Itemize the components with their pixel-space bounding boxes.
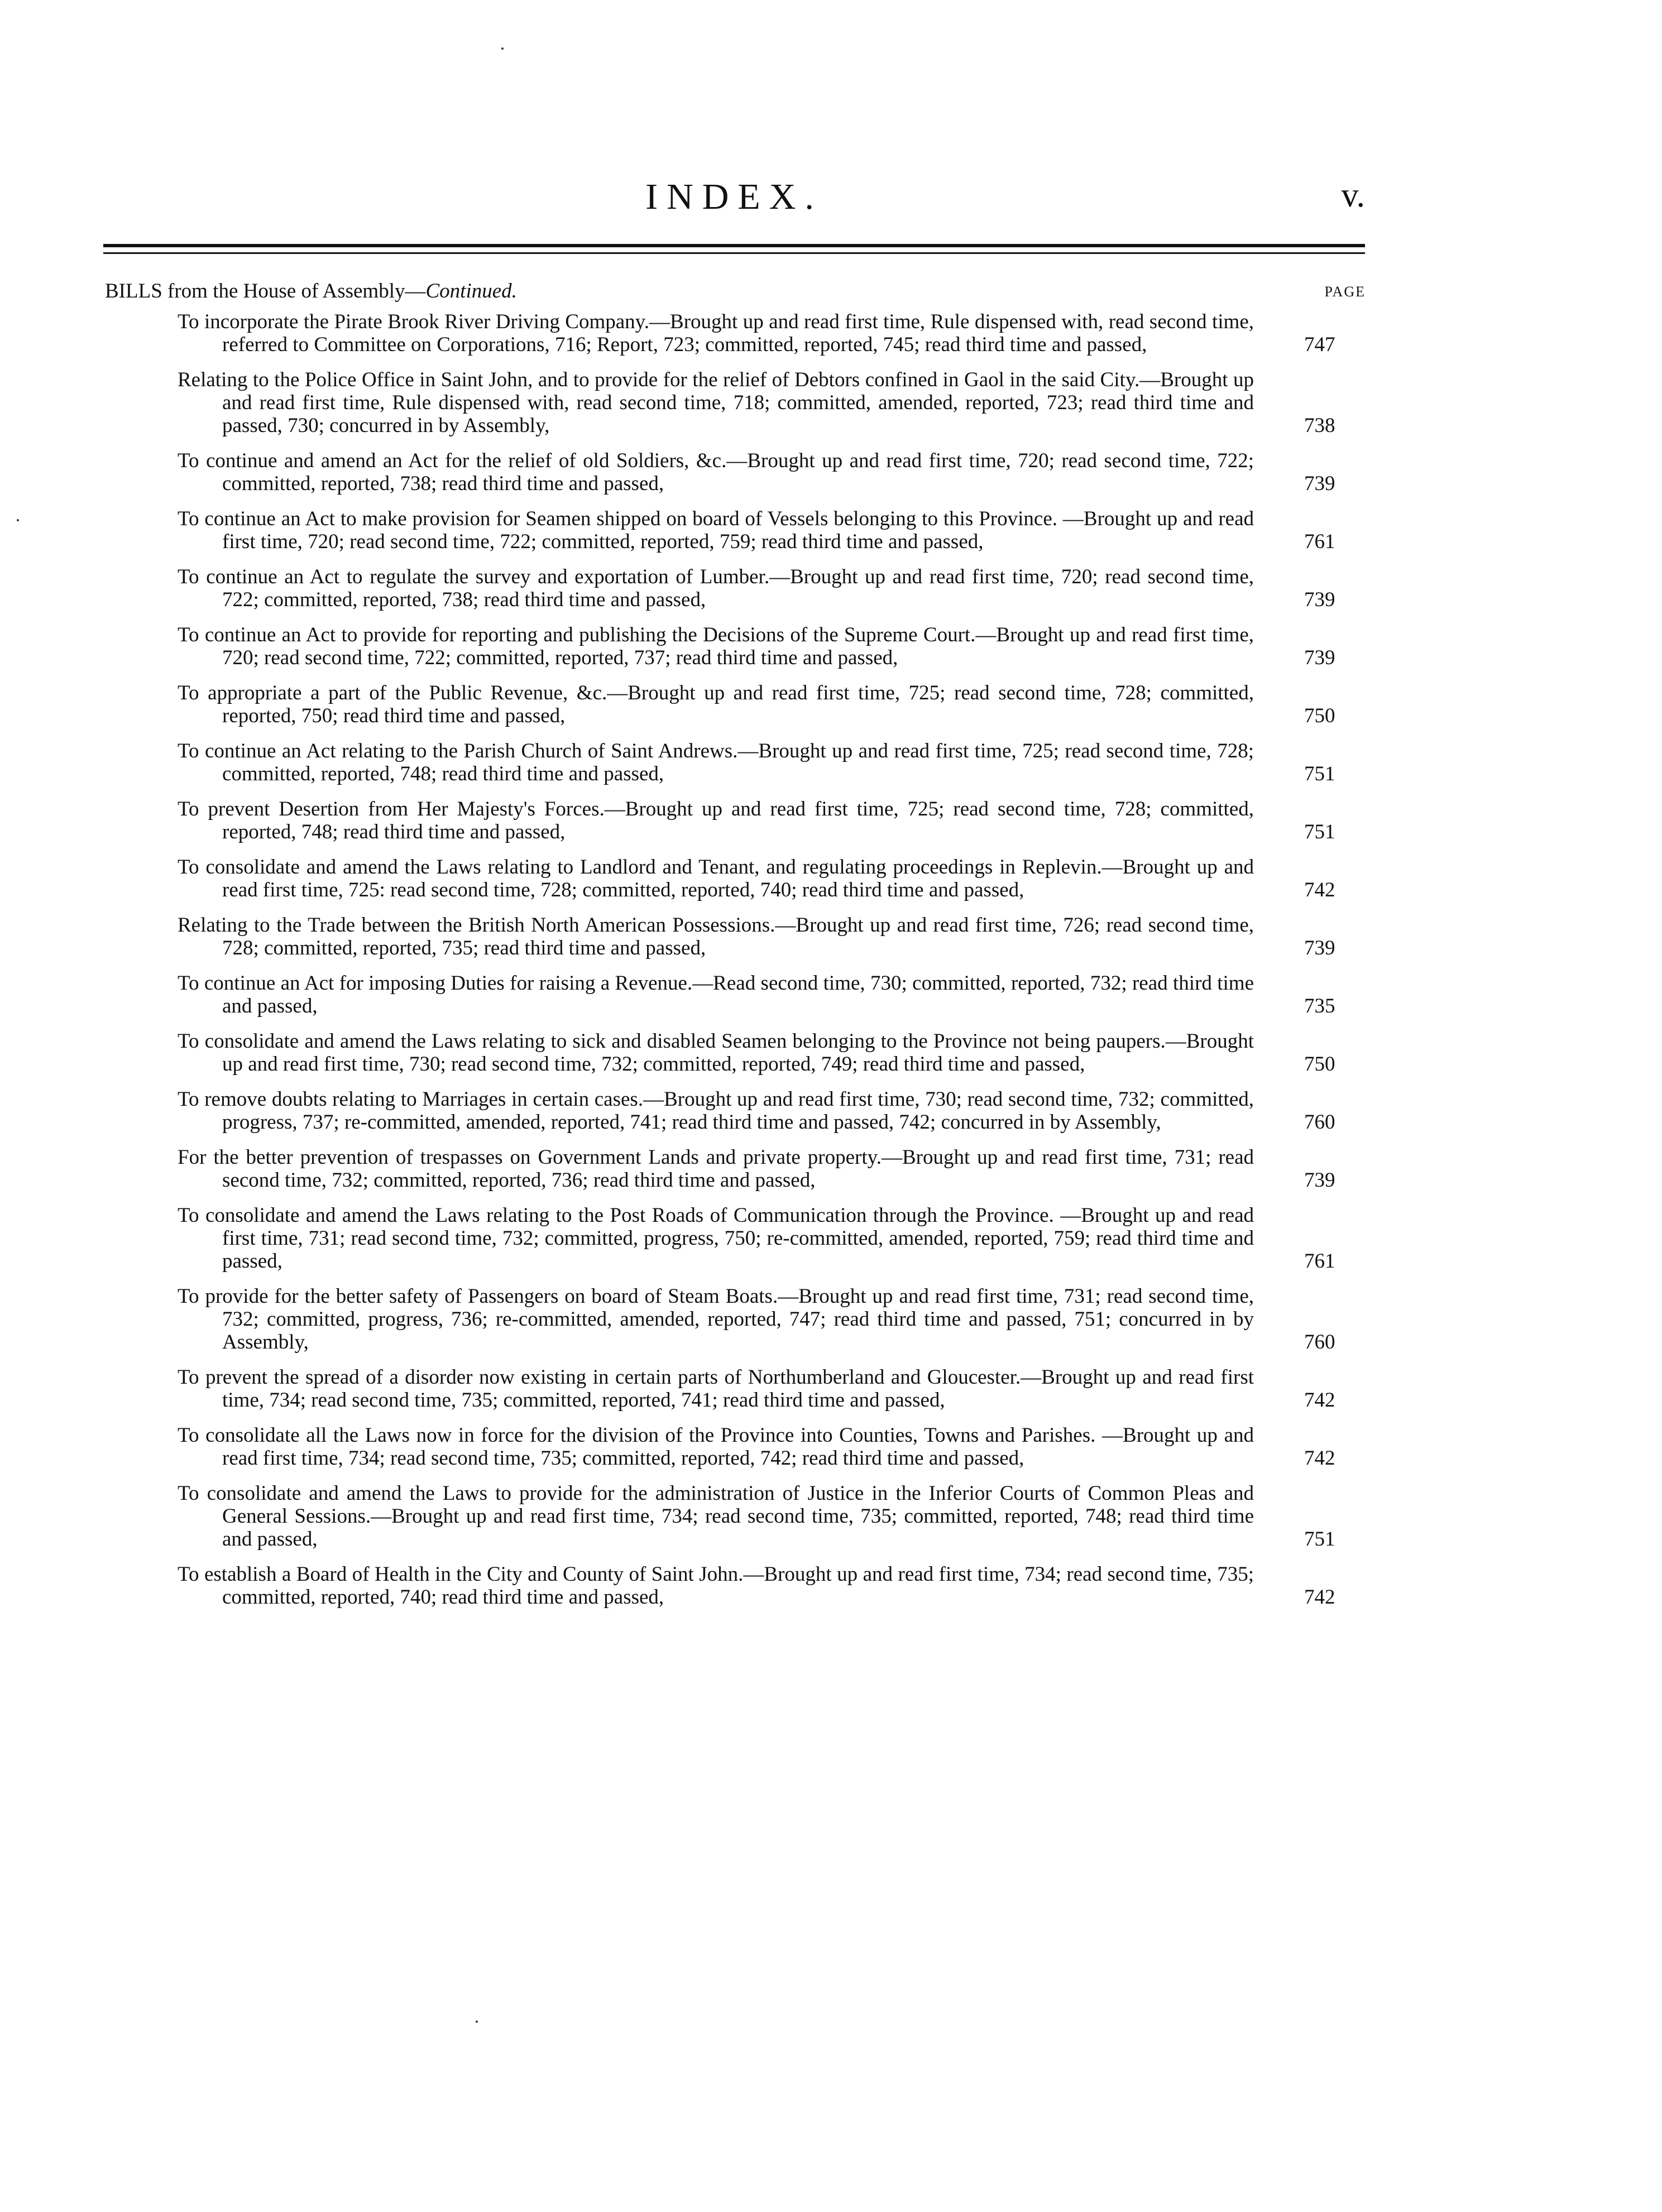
print-speck <box>476 2021 478 2023</box>
index-entry <box>178 368 1366 437</box>
entry-text: To consolidate and amend the Laws relating to sick and disabled Seamen belonging to the Province not being paupers.—Brought up and read first time, 730; read second time, 732; committed, reported, 749; read third time and passed, <box>178 1030 1254 1076</box>
index-entry <box>178 1146 1366 1192</box>
entry-text: To continue and amend an Act for the relief of old Soldiers, &c.—Brought up and read first time, 720; read second time, 722; committed, reported, 738; read third time and passed, <box>178 449 1254 495</box>
page-column-label: PAGE <box>1324 284 1366 300</box>
entry-page-number: 747 <box>1304 333 1335 356</box>
entry-text: To appropriate a part of the Public Revenue, &c.—Brought up and read first time, 725; read second time, 728; committed, reported, 750; read third time and passed, <box>178 682 1254 727</box>
index-entry <box>178 856 1366 901</box>
entry-page-number: 750 <box>1304 704 1335 727</box>
entry-text: To establish a Board of Health in the City and County of Saint John.—Brought up and read first time, 734; read second time, 735; committed, reported, 740; read third time and passed, <box>178 1563 1254 1609</box>
index-entry <box>178 740 1366 785</box>
index-entry <box>178 507 1366 553</box>
entry-page-number: 739 <box>1304 588 1335 611</box>
entry-page-number: 739 <box>1304 472 1335 495</box>
header-rule-thick <box>103 244 1365 247</box>
section-continued: Continued. <box>425 280 517 303</box>
section-heading-line <box>105 279 1366 308</box>
index-entry <box>178 565 1366 611</box>
page-header <box>103 176 1365 237</box>
index-entry <box>178 1204 1366 1273</box>
index-entries <box>178 310 1366 1621</box>
entry-page-number: 761 <box>1304 1250 1335 1273</box>
entry-page-number: 739 <box>1304 937 1335 959</box>
page-number: v. <box>1341 176 1365 214</box>
entry-page-number: 738 <box>1304 414 1335 437</box>
print-speck <box>17 519 19 521</box>
section-heading <box>105 279 517 303</box>
entry-page-number: 742 <box>1304 879 1335 901</box>
entry-text: To incorporate the Pirate Brook River Driving Company.—Brought up and read first time, Rule dispensed with, read second time, referred to Committee on Corporations, 716; Report, 723; committed, reported, 745; read third time and passed, <box>178 310 1254 356</box>
index-entry <box>178 1424 1366 1470</box>
index-entry <box>178 682 1366 727</box>
section-heading-text: BILLS from the House of Assembly— <box>105 280 426 303</box>
index-entry <box>178 1030 1366 1076</box>
index-entry <box>178 1088 1366 1134</box>
entry-page-number: 735 <box>1304 995 1335 1018</box>
entry-page-number: 739 <box>1304 646 1335 669</box>
index-entry <box>178 1285 1366 1354</box>
entry-text: To remove doubts relating to Marriages in certain cases.—Brought up and read first time, 730; read second time, 732; committed, progress, 737; re-committed, amended, reported, 741; read third time and passed, 742; concurred in by Assembly, <box>178 1088 1254 1134</box>
entry-text: To consolidate and amend the Laws relating to the Post Roads of Communication through the Province. —Brought up and read first time, 731; read second time, 732; committed, progress, 750; re-committed, amended, reported, 759; read third time and passed, <box>178 1204 1254 1273</box>
entry-page-number: 742 <box>1304 1447 1335 1470</box>
entry-text: To continue an Act to regulate the survey and exportation of Lumber.—Brought up and read first time, 720; read second time, 722; committed, reported, 738; read third time and passed, <box>178 565 1254 611</box>
index-entry <box>178 449 1366 495</box>
entry-page-number: 751 <box>1304 762 1335 785</box>
entry-page-number: 742 <box>1304 1389 1335 1412</box>
entry-text: To continue an Act to make provision for Seamen shipped on board of Vessels belonging to this Province. —Brought up and read first time, 720; read second time, 722; committed, reported, 759; read third time and passed, <box>178 507 1254 553</box>
entry-text: To provide for the better safety of Passengers on board of Steam Boats.—Brought up and read first time, 731; read second time, 732; committed, progress, 736; re-committed, amended, reported, 747; read third time and passed, 751; concurred in by Assembly, <box>178 1285 1254 1354</box>
index-entry <box>178 310 1366 356</box>
entry-page-number: 760 <box>1304 1111 1335 1134</box>
index-entry <box>178 798 1366 843</box>
entry-text: Relating to the Trade between the British North American Possessions.—Brought up and read first time, 726; read second time, 728; committed, reported, 735; read third time and passed, <box>178 914 1254 959</box>
entry-text: For the better prevention of trespasses on Government Lands and private property.—Brought up and read first time, 731; read second time, 732; committed, reported, 736; read third time and passed, <box>178 1146 1254 1192</box>
entry-page-number: 750 <box>1304 1053 1335 1076</box>
print-speck <box>501 47 504 50</box>
header-rule-thin <box>103 252 1365 254</box>
index-entry <box>178 1563 1366 1609</box>
index-entry <box>178 1366 1366 1412</box>
index-entry <box>178 914 1366 959</box>
index-entry <box>178 972 1366 1018</box>
entry-page-number: 760 <box>1304 1331 1335 1354</box>
entry-page-number: 751 <box>1304 1528 1335 1551</box>
entry-text: To continue an Act for imposing Duties for raising a Revenue.—Read second time, 730; committed, reported, 732; read third time and passed, <box>178 972 1254 1018</box>
entry-page-number: 751 <box>1304 820 1335 843</box>
entry-text: To consolidate and amend the Laws relating to Landlord and Tenant, and regulating proceedings in Replevin.—Brought up and read first time, 725: read second time, 728; committed, reported, 740; read third time and passed, <box>178 856 1254 901</box>
entry-page-number: 761 <box>1304 530 1335 553</box>
entry-text: To prevent the spread of a disorder now existing in certain parts of Northumberland and Gloucester.—Brought up and read first time, 734; read second time, 735; committed, reported, 741; read third time and passed, <box>178 1366 1254 1412</box>
entry-page-number: 739 <box>1304 1169 1335 1192</box>
entry-page-number: 742 <box>1304 1586 1335 1609</box>
entry-text: To continue an Act relating to the Parish Church of Saint Andrews.—Brought up and read first time, 725; read second time, 728; committed, reported, 748; read third time and passed, <box>178 740 1254 785</box>
entry-text: To consolidate and amend the Laws to provide for the administration of Justice in the Inferior Courts of Common Pleas and General Sessions.—Brought up and read first time, 734; read second time, 735; committed, reported, 748; read third time and passed, <box>178 1482 1254 1551</box>
entry-text: Relating to the Police Office in Saint John, and to provide for the relief of Debtors confined in Gaol in the said City.—Brought up and read first time, Rule dispensed with, read second time, 718; committed, amended, reported, 723; read third time and passed, 730; concurred in by Assembly, <box>178 368 1254 437</box>
index-entry <box>178 623 1366 669</box>
entry-text: To prevent Desertion from Her Majesty's Forces.—Brought up and read first time, 725; read second time, 728; committed, reported, 748; read third time and passed, <box>178 798 1254 843</box>
page-title: INDEX. <box>645 176 823 217</box>
entry-text: To consolidate all the Laws now in force for the division of the Province into Counties, Towns and Parishes. —Brought up and read first time, 734; read second time, 735; committed, reported, 742; read third time and passed, <box>178 1424 1254 1470</box>
index-entry <box>178 1482 1366 1551</box>
entry-text: To continue an Act to provide for reporting and publishing the Decisions of the Supreme Court.—Brought up and read first time, 720; read second time, 722; committed, reported, 737; read third time and passed, <box>178 623 1254 669</box>
